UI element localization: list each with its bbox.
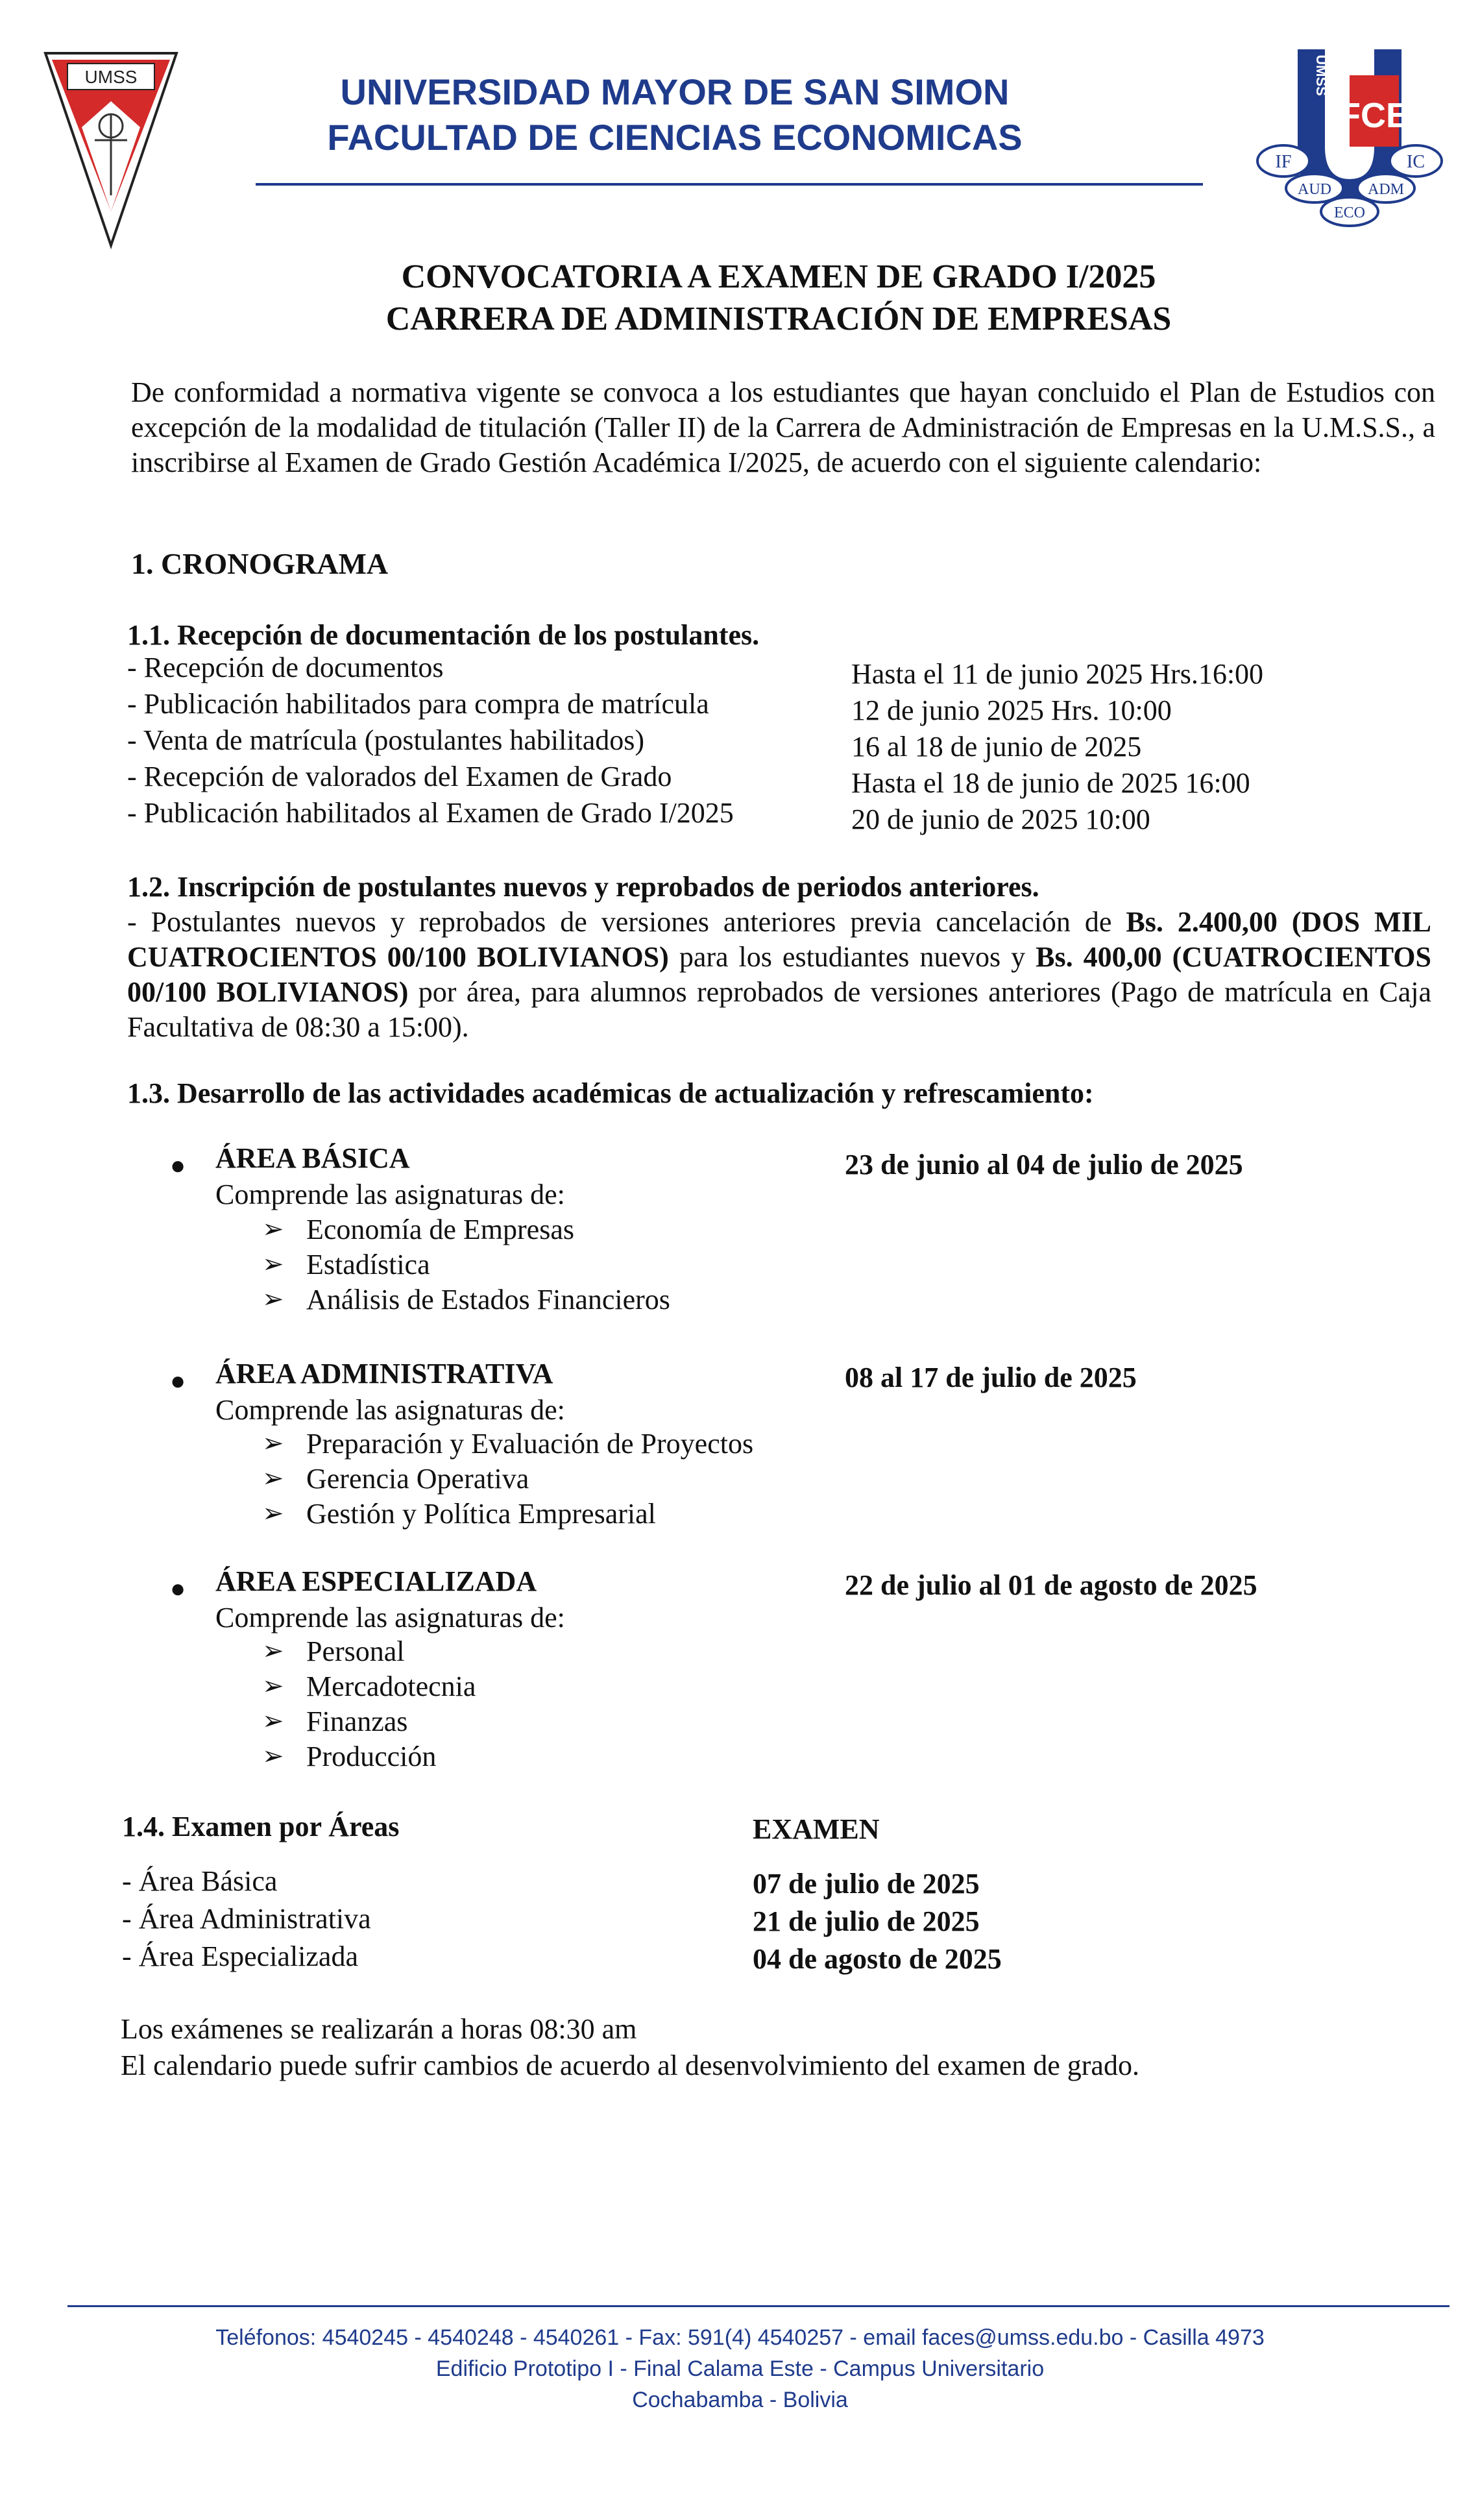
exam-row-label: - Área Básica (122, 1865, 278, 1897)
subject-item: Preparación y Evaluación de Proyectos (306, 1428, 754, 1460)
section-1-4-heading: 1.4. Examen por Áreas (122, 1811, 400, 1842)
umss-logo (43, 49, 179, 251)
exam-column-header: EXAMEN (753, 1813, 880, 1845)
subject-item: Estadística (306, 1249, 430, 1280)
university-name: UNIVERSIDAD MAYOR DE SAN SIMON (340, 71, 1010, 112)
bullet-icon: ● (170, 1151, 186, 1180)
arrow-icon: ➢ (262, 1428, 284, 1458)
arrow-icon: ➢ (262, 1499, 284, 1528)
subject-item: Gerencia Operativa (306, 1463, 529, 1495)
fce-logo-vertical: UMSS (1313, 55, 1329, 96)
s11-row-label: - Publicación habilitados para compra de matrícula (127, 688, 709, 720)
arrow-icon: ➢ (262, 1706, 284, 1735)
footer-contact: Teléfonos: 4540245 - 4540248 - 4540261 - Fax: 591(4) 4540257 - email faces@umss.edu.bo - Casilla 4973 (215, 2325, 1265, 2350)
bullet-icon: ● (170, 1366, 186, 1395)
s11-row-value: 20 de junio de 2025 10:00 (851, 803, 1150, 835)
s11-row-value: 12 de junio 2025 Hrs. 10:00 (851, 694, 1172, 726)
section-1-2-paragraph: - Postulantes nuevos y reprobados de versiones anteriores previa cancelación de Bs. 2.400,00 (DOS MIL CUATROCIENTOS 00/100 BOLIVIANOS) para los estudiantes nuevos y Bs. 400,00 (CUATROCIENTOS 00/100 BOLIVIANOS) por área, para alumnos reprobados de versiones anteriores (Pago de matrícula en Caja Facultativa de 08:30 a 15:00). (127, 906, 1432, 1043)
s11-row-label: - Publicación habilitados al Examen de Grado I/2025 (127, 797, 734, 829)
document-title-line2: CARRERA DE ADMINISTRACIÓN DE EMPRESAS (385, 300, 1172, 337)
document-title-line1: CONVOCATORIA A EXAMEN DE GRADO I/2025 (401, 258, 1156, 295)
footer-address: Edificio Prototipo I - Final Calama Este - Campus Universitario (435, 2356, 1045, 2381)
area-comprende: Comprende las asignaturas de: (215, 1602, 565, 1633)
s11-row-value: Hasta el 18 de junio de 2025 16:00 (851, 767, 1250, 799)
exam-row-label: - Área Administrativa (122, 1903, 371, 1935)
subject-item: Personal (306, 1635, 405, 1667)
area-name: ÁREA ADMINISTRATIVA (215, 1358, 553, 1389)
section-1-1-heading: 1.1. Recepción de documentación de los postulantes. (127, 619, 760, 651)
subject-item: Finanzas (306, 1706, 408, 1737)
note-exam-time: Los exámenes se realizarán a horas 08:30 am (121, 2013, 637, 2045)
faculty-name: FACULTAD DE CIENCIAS ECONOMICAS (327, 117, 1023, 158)
area-dates: 22 de julio al 01 de agosto de 2025 (845, 1569, 1257, 1601)
arrow-icon: ➢ (262, 1284, 284, 1314)
subject-item: Análisis de Estados Financieros (306, 1284, 670, 1315)
area-comprende: Comprende las asignaturas de: (215, 1394, 565, 1426)
subject-item: Gestión y Política Empresarial (306, 1498, 656, 1530)
area-name: ÁREA BÁSICA (215, 1142, 410, 1174)
fce-tag-ic: IC (1407, 152, 1425, 172)
s11-row-label: - Recepción de valorados del Examen de Grado (127, 761, 672, 792)
fce-logo (1252, 49, 1447, 231)
arrow-icon: ➢ (262, 1249, 284, 1278)
arrow-icon: ➢ (262, 1671, 284, 1700)
subject-item: Economía de Empresas (306, 1214, 574, 1245)
section-cronograma-heading: 1. CRONOGRAMA (131, 547, 389, 580)
intro-paragraph: De conformidad a normativa vigente se convoca a los estudiantes que hayan concluido el Plan de Estudios con excepción de la modalidad de titulación (Taller II) de la Carrera de Administración de Empresas en la U.M.S.S., a inscribirse al Examen de Grado Gestión Académica I/2025, de acuerdo con el siguiente calendario: (131, 376, 1435, 478)
fce-logo-main: FCE (1339, 96, 1409, 135)
header-rule (256, 183, 1203, 186)
note-calendar-changes: El calendario puede sufrir cambios de acuerdo al desenvolvimiento del examen de grado. (121, 2049, 1139, 2081)
footer-rule (67, 2305, 1450, 2307)
s11-row-value: Hasta el 11 de junio 2025 Hrs.16:00 (851, 658, 1264, 690)
arrow-icon: ➢ (262, 1636, 284, 1665)
arrow-icon: ➢ (262, 1214, 284, 1243)
bullet-icon: ● (170, 1574, 186, 1603)
exam-row-date: 21 de julio de 2025 (753, 1905, 980, 1937)
exam-row-label: - Área Especializada (122, 1940, 358, 1972)
subject-item: Producción (306, 1741, 437, 1772)
section-1-2-heading: 1.2. Inscripción de postulantes nuevos y reprobados de periodos anteriores. (127, 871, 1039, 903)
area-dates: 23 de junio al 04 de julio de 2025 (845, 1149, 1243, 1180)
fce-tag-if: IF (1275, 152, 1292, 172)
arrow-icon: ➢ (262, 1741, 284, 1770)
section-1-3-heading: 1.3. Desarrollo de las actividades académicas de actualización y refrescamiento: (127, 1077, 1094, 1109)
umss-logo-text: UMSS (84, 67, 138, 87)
fce-tag-eco: ECO (1334, 204, 1365, 221)
area-name: ÁREA ESPECIALIZADA (215, 1565, 537, 1597)
footer-city: Cochabamba - Bolivia (632, 2388, 848, 2412)
subject-item: Mercadotecnia (306, 1670, 476, 1702)
area-comprende: Comprende las asignaturas de: (215, 1179, 565, 1210)
s11-row-value: 16 al 18 de junio de 2025 (851, 731, 1142, 763)
exam-row-date: 04 de agosto de 2025 (753, 1943, 1002, 1975)
exam-row-date: 07 de julio de 2025 (753, 1868, 980, 1900)
s11-row-label: - Venta de matrícula (postulantes habilitados) (127, 724, 645, 756)
area-dates: 08 al 17 de julio de 2025 (845, 1362, 1137, 1393)
fce-tag-aud: AUD (1298, 181, 1331, 198)
fce-tag-adm: ADM (1367, 181, 1405, 198)
s11-row-label: - Recepción de documentos (127, 652, 444, 683)
arrow-icon: ➢ (262, 1463, 284, 1493)
